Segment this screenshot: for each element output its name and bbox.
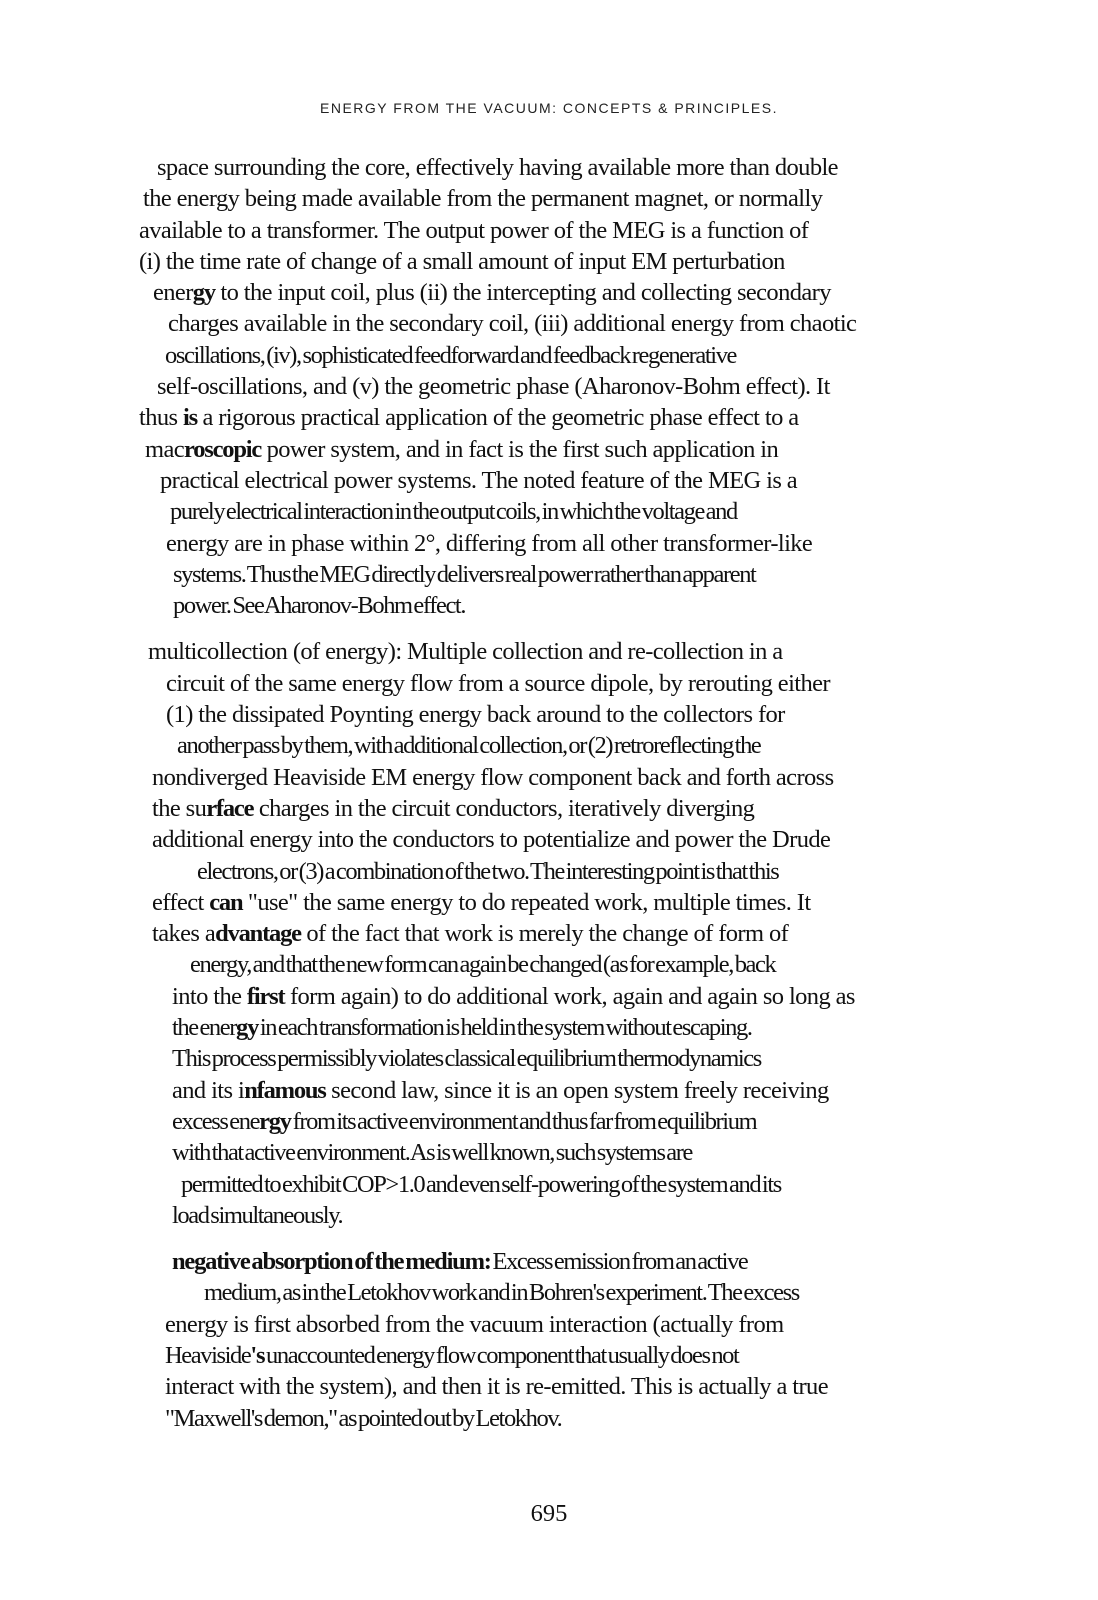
text-line	[0, 246, 1098, 277]
text-segment: energy, and that the new form can again be changed (as for example, back	[190, 951, 776, 979]
text-line	[0, 1403, 1098, 1434]
text-segment: systems. Thus the MEG directly delivers real power rather than apparent	[173, 560, 756, 588]
text-line	[0, 1309, 1098, 1340]
text-segment: multicollection (of energy): Multiple collection and re-collection in a	[148, 638, 783, 666]
text-line	[0, 1169, 1098, 1200]
text-line	[0, 371, 1098, 402]
text-line	[0, 1340, 1098, 1371]
text-segment: the su	[152, 794, 207, 822]
text-segment: electrons, or (3) a combination of the two. The interesting point is that this	[197, 857, 779, 885]
text-line	[0, 465, 1098, 496]
text-segment: form again) to do additional work, again and again so long as	[284, 982, 855, 1010]
text-segment: interact with the system), and then it is re-emitted. This is actually a true	[165, 1373, 828, 1401]
text-segment: nondiverged Heaviside EM energy flow component back and forth across	[152, 763, 834, 791]
text-line	[0, 1137, 1098, 1168]
bold-segment: rface	[206, 794, 254, 822]
text-line	[0, 183, 1098, 214]
text-line	[0, 277, 1098, 308]
text-segment: the ener	[172, 1014, 237, 1042]
text-segment: to the input coil, plus (ii) the intercepting and collecting secondary	[214, 279, 831, 307]
text-segment: thus	[139, 404, 183, 432]
glossary-body	[0, 152, 1098, 1434]
text-line	[0, 215, 1098, 246]
text-segment: "Maxwell's demon," as pointed out by Letokhov.	[165, 1404, 562, 1432]
text-segment: space surrounding the core, effectively having available more than double	[157, 154, 838, 181]
text-line	[0, 1106, 1098, 1137]
glossary-entry-multicollection	[0, 636, 1098, 1231]
text-segment: from its active environment and thus far from equilibrium	[290, 1107, 757, 1135]
text-line	[0, 699, 1098, 730]
text-line	[0, 856, 1098, 887]
text-line	[0, 1277, 1098, 1308]
text-line	[0, 793, 1098, 824]
text-segment: load simultaneously.	[172, 1201, 343, 1229]
running-header: ENERGY FROM THE VACUUM: CONCEPTS & PRINCIPLES.	[320, 100, 778, 116]
text-segment: with that active environment. As is well known, such systems are	[172, 1139, 693, 1167]
text-segment: energy are in phase within 2°, differing from all other transformer-like	[166, 529, 813, 557]
text-segment: ener	[153, 279, 193, 307]
text-line	[0, 887, 1098, 918]
text-segment: the energy being made available from the permanent magnet, or normally	[143, 185, 823, 213]
text-segment: circuit of the same energy flow from a source dipole, by rerouting either	[166, 669, 830, 697]
text-segment: power. See Aharonov-Bohm effect.	[173, 592, 466, 620]
text-line	[0, 730, 1098, 761]
text-segment: practical electrical power systems. The noted feature of the MEG is a	[160, 466, 798, 494]
text-segment: (1) the dissipated Poynting energy back around to the collectors for	[166, 701, 785, 729]
text-segment: "use" the same energy to do repeated work, multiple times. It	[242, 888, 811, 916]
text-line	[0, 918, 1098, 949]
text-line	[0, 434, 1098, 465]
text-line	[0, 636, 1098, 667]
text-segment: permitted to exhibit COP>1.0 and even self-powering of the system and its	[181, 1170, 781, 1198]
page-number: 695	[530, 1500, 568, 1527]
text-line	[0, 496, 1098, 527]
text-segment: Heaviside	[165, 1341, 251, 1369]
text-segment: additional energy into the conductors to potentialize and power the Drude	[152, 826, 831, 854]
text-line	[0, 762, 1098, 793]
text-segment: purely electrical interaction in the output coils, in which the voltage and	[170, 498, 737, 526]
bold-segment: rgy	[259, 1107, 291, 1135]
text-line	[0, 824, 1098, 855]
text-segment: in each transformation is held in the system without escaping.	[258, 1014, 752, 1042]
text-segment: and its i	[172, 1076, 245, 1104]
text-line	[0, 1200, 1098, 1231]
text-line	[0, 590, 1098, 621]
text-line	[0, 340, 1098, 371]
text-line	[0, 559, 1098, 590]
text-segment: This process permissibly violates classical equilibrium thermodynamics	[172, 1045, 761, 1073]
text-line	[0, 528, 1098, 559]
text-segment: into the	[172, 982, 247, 1010]
glossary-entry-negative-absorption	[0, 1246, 1098, 1434]
glossary-entry-meg-continued	[0, 152, 1098, 621]
text-line	[0, 1075, 1098, 1106]
text-segment: charges available in the secondary coil, (iii) additional energy from chaotic	[168, 310, 857, 338]
text-segment: (i) the time rate of change of a small amount of input EM perturbation	[139, 247, 785, 275]
text-segment: second law, since it is an open system freely receiving	[325, 1076, 829, 1104]
text-segment: excess ene	[172, 1107, 260, 1135]
text-line	[0, 1012, 1098, 1043]
text-line	[0, 1043, 1098, 1074]
text-line	[0, 1371, 1098, 1402]
text-segment: power system, and in fact is the first such application in	[261, 435, 779, 463]
bold-segment: nfamous	[244, 1076, 326, 1104]
text-line	[0, 308, 1098, 339]
bold-segment: 's	[250, 1341, 265, 1369]
text-segment: oscillations, (iv), sophisticated feedforward and feedback regenerative	[165, 341, 737, 369]
text-line	[0, 152, 1098, 183]
text-segment: of the fact that work is merely the change of form of	[300, 920, 789, 948]
text-segment: self-oscillations, and (v) the geometric phase (Aharonov-Bohm effect). It	[157, 373, 830, 401]
text-segment: another pass by them, with additional collection, or (2) retroreflecting the	[177, 732, 761, 760]
text-segment: unaccounted energy flow component that usually does not	[264, 1341, 739, 1369]
text-segment: energy is first absorbed from the vacuum interaction (actually from	[165, 1310, 784, 1338]
bold-segment: gy	[236, 1014, 259, 1042]
text-segment: mac	[145, 435, 185, 463]
text-segment: takes a	[152, 920, 216, 948]
text-segment: effect	[152, 888, 210, 916]
text-segment: Excess emission from an active	[490, 1248, 748, 1276]
text-line	[0, 668, 1098, 699]
bold-segment: dvantage	[215, 920, 301, 948]
text-line	[0, 949, 1098, 980]
text-line	[0, 402, 1098, 433]
bold-segment: can	[209, 888, 243, 916]
text-segment: medium, as in the Letokhov work and in Bohren's experiment. The excess	[204, 1279, 799, 1307]
text-segment: available to a transformer. The output power of the MEG is a function of	[139, 216, 809, 244]
text-line	[0, 1246, 1098, 1277]
bold-segment: negative absorption of the medium:	[172, 1248, 491, 1276]
bold-segment: is	[182, 404, 197, 432]
text-line	[0, 981, 1098, 1012]
bold-segment: roscopic	[184, 435, 262, 463]
text-segment: a rigorous practical application of the geometric phase effect to a	[196, 404, 799, 432]
text-segment: charges in the circuit conductors, iteratively diverging	[253, 794, 755, 822]
bold-segment: first	[246, 982, 285, 1010]
bold-segment: gy	[192, 279, 215, 307]
